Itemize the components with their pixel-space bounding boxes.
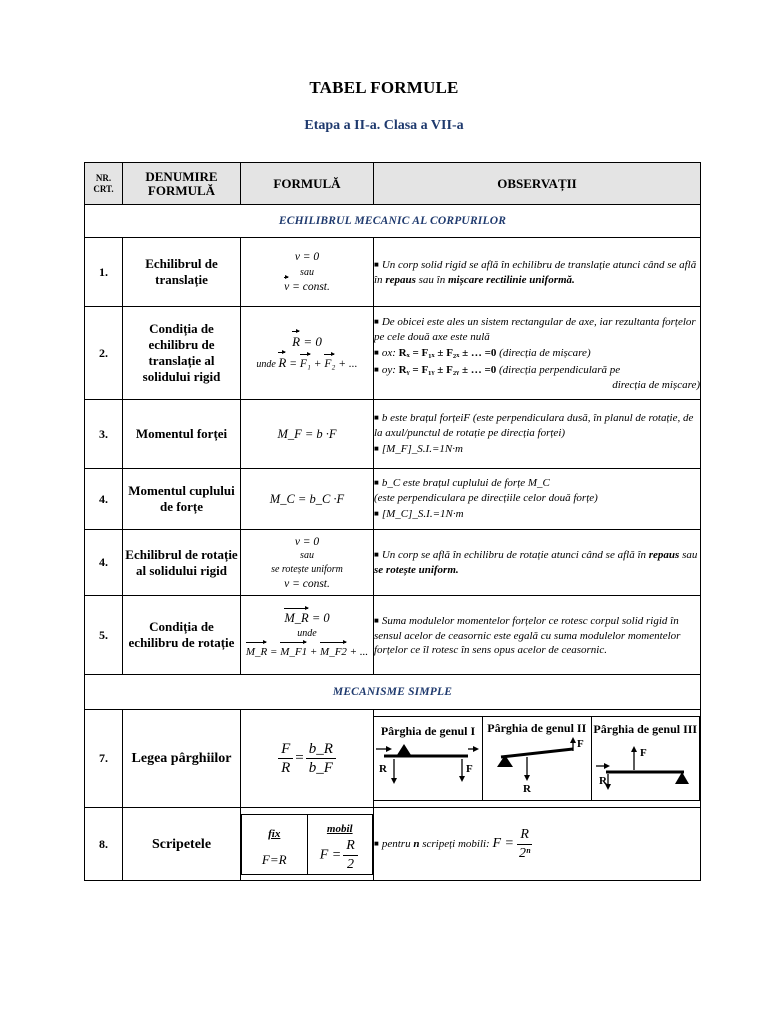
arrow-head-icon <box>459 776 465 782</box>
formula-text: + ... <box>346 645 369 658</box>
formula-text: = <box>267 645 281 658</box>
formula-name: Condiția de echilibru de rotație <box>123 596 241 675</box>
fraction <box>306 740 336 777</box>
observation-line <box>374 258 700 287</box>
obs-text: Suma modulelor momentelor forțelor ce rotesc corpul solid rigid în sensul acelor de ceasornic este egală cu suma modulelor momentelor forțelor ce îl rotesc în sens opus acelor de ceasornic. <box>374 614 681 656</box>
header-observations: OBSERVAȚII <box>374 163 701 205</box>
obs-text: Un corp solid rigid se află în echilibru de translație atunci când se află în <box>374 258 697 286</box>
pulley-fixed-formula: F=R <box>261 852 287 867</box>
lever-type-1 <box>374 717 483 801</box>
arrow-head-icon <box>473 746 479 752</box>
vector-symbol: M_R <box>284 610 309 625</box>
table-row <box>85 400 701 469</box>
formula-text: = 0 <box>300 334 322 349</box>
formula-cell: M_F = b ·F <box>241 400 374 469</box>
arrow-head-icon <box>631 746 637 752</box>
observation-cell <box>374 307 701 400</box>
obs-text: (direcția de mișcare) <box>496 346 591 359</box>
section-row <box>85 205 701 238</box>
pulley-formulas <box>241 814 373 875</box>
formula-cell <box>241 530 374 596</box>
pulley-mobile <box>307 814 373 874</box>
bullet-icon: ■ <box>374 550 379 559</box>
obs-text: ox: <box>381 346 399 359</box>
section-title: MECANISME SIMPLE <box>85 675 701 710</box>
table-row <box>85 710 701 808</box>
arrow-head-icon <box>570 737 576 743</box>
formula-line: se rotește uniform <box>271 563 343 575</box>
fraction-denominator: b_F <box>308 760 333 776</box>
observation-line <box>374 346 700 361</box>
equals-sign: = <box>295 749 304 766</box>
formula-table <box>84 162 701 881</box>
obs-text: sau în <box>415 273 448 286</box>
lever-type-2 <box>483 717 592 801</box>
label-r: R <box>599 775 608 787</box>
label-r: R <box>522 783 531 795</box>
vector-symbol: F₂ <box>324 358 336 370</box>
observation-cell <box>374 238 701 307</box>
table-row <box>85 808 701 881</box>
bullet-icon: ■ <box>374 478 379 487</box>
fraction-denominator: 2ⁿ <box>518 845 531 861</box>
formula-line: v = 0 <box>294 535 320 548</box>
formula-name: Scripetele <box>123 808 241 881</box>
obs-bold: Rᵧ = F₁ᵧ ± F₂ᵧ ± … =0 <box>398 363 497 376</box>
formula-text: + <box>310 358 325 370</box>
formula-line <box>241 280 373 295</box>
vector-symbol: R <box>278 355 287 370</box>
obs-text: De obicei este ales un sistem rectangular de axe, iar rezultanta forțelor pe cele două axe este nulă <box>374 315 696 343</box>
formula-name: Condiția de echilibru de translație al solidului rigid <box>123 307 241 400</box>
formula-line: sau <box>300 549 314 561</box>
observation-cell <box>374 596 701 675</box>
row-number: 4. <box>85 469 123 530</box>
observation-cell <box>374 400 701 469</box>
bullet-icon: ■ <box>374 509 379 518</box>
vector-symbol: M_F2 <box>320 645 347 658</box>
formula-text: = const. <box>289 280 330 293</box>
obs-bold: n <box>413 837 420 850</box>
formula-name: Legea pârghiilor <box>123 710 241 808</box>
section-row <box>85 675 701 710</box>
obs-text: [M_C]_S.I.=1N·m <box>381 508 464 520</box>
section-title: ECHILIBRUL MECANIC AL CORPURILOR <box>85 205 701 238</box>
lever-title: Pârghia de genul III <box>593 722 698 736</box>
formula-line: sau <box>300 266 314 278</box>
page-subtitle: Etapa a II-a. Clasa a VII-a <box>304 118 464 133</box>
observation-line <box>374 826 700 863</box>
pulley-formula-cell <box>241 808 374 881</box>
bullet-icon: ■ <box>374 413 379 422</box>
row-number: 8. <box>85 808 123 881</box>
header-nr: NR. CRT. <box>85 163 123 205</box>
fraction-numerator: R <box>517 826 532 845</box>
obs-bold: se rotește uniform. <box>374 564 459 576</box>
lever-bar <box>501 749 573 757</box>
page-title: TABEL FORMULE <box>309 78 459 97</box>
obs-text: b_C este brațul cuplului de forțe M_C <box>381 477 550 489</box>
bullet-icon: ■ <box>374 364 379 374</box>
lever-diagrams-cell <box>374 710 701 808</box>
formula-line <box>241 355 373 372</box>
fraction-numerator: F <box>278 740 293 759</box>
bullet-icon: ■ <box>374 347 379 357</box>
vector-symbol: F₁ <box>299 358 311 370</box>
obs-text: sau <box>679 549 698 561</box>
vector-symbol: R <box>292 334 301 349</box>
fulcrum-icon <box>397 744 411 755</box>
observation-line <box>374 363 700 378</box>
observation-line <box>374 614 700 657</box>
formula-cell <box>241 596 374 675</box>
formula-line <box>241 611 373 626</box>
obs-text: scripeți mobili: <box>419 837 493 850</box>
formula-cell: M_C = b_C ·F <box>241 469 374 530</box>
obs-bold: Rₓ = F₁ₓ ± F₂ₓ ± … =0 <box>398 346 497 359</box>
table-row <box>85 307 701 400</box>
fraction-numerator: b_R <box>306 740 336 759</box>
formula-line: unde <box>297 627 317 639</box>
observation-cell <box>374 530 701 596</box>
formula-cell <box>241 238 374 307</box>
obs-text: oy: <box>381 363 399 376</box>
fulcrum-icon <box>675 772 689 784</box>
lever-2-diagram <box>487 735 587 795</box>
obs-text: (direcția perpendiculară pe <box>496 363 621 376</box>
fraction-denominator: R <box>281 760 291 776</box>
row-number: 5. <box>85 596 123 675</box>
table-row <box>85 238 701 307</box>
fraction <box>516 826 533 863</box>
table-row <box>85 469 701 530</box>
header-name: DENUMIRE FORMULĂ <box>123 163 241 205</box>
obs-text: b este brațul forțeiF (este perpendiculara dusă, în planul de rotație, de la axul/punctul de rotație pe direcția forței) <box>374 412 694 439</box>
row-number: 7. <box>85 710 123 808</box>
obs-text: Un corp se află în echilibru de rotație atunci când se află în <box>381 549 649 561</box>
table-row <box>85 530 701 596</box>
vector-symbol: v <box>284 280 290 293</box>
formula-text: = <box>286 358 300 370</box>
observation-line: (este perpendiculara pe direcțiile celor două forțe) <box>374 492 598 504</box>
lever-title: Pârghia de genul I <box>380 724 476 738</box>
formula-name: Momentul cuplului de forțe <box>123 469 241 530</box>
header-formula: FORMULĂ <box>241 163 374 205</box>
formula-text: + ... <box>335 358 358 370</box>
observation-line <box>374 548 700 577</box>
table-header-row <box>85 163 701 205</box>
observation-line <box>374 507 700 522</box>
observation-line <box>374 411 700 440</box>
lever-title: Pârghia de genul II <box>487 721 587 735</box>
row-number: 1. <box>85 238 123 307</box>
table-row <box>85 596 701 675</box>
lever-1-diagram <box>376 738 480 792</box>
observation-cell <box>374 469 701 530</box>
formula-text: unde <box>256 359 279 370</box>
arrow-head-icon <box>391 778 397 784</box>
formula-line: v = 0 <box>294 250 320 263</box>
formula-text: F = <box>319 847 342 863</box>
fraction <box>278 740 293 777</box>
bullet-icon: ■ <box>374 316 379 326</box>
pulley-mobile-label: mobil <box>326 822 353 835</box>
label-f: F <box>466 763 473 775</box>
vector-symbol: M_F1 <box>280 645 308 658</box>
row-number: 3. <box>85 400 123 469</box>
lever-3-diagram <box>594 736 696 794</box>
arrow-head-icon <box>386 746 392 752</box>
obs-bold: repaus <box>385 273 416 286</box>
fraction <box>343 837 358 874</box>
row-number: 4. <box>85 530 123 596</box>
formula-line <box>241 645 373 660</box>
pulley-fixed-label: fix <box>268 828 281 840</box>
fraction-numerator: R <box>343 837 358 856</box>
arrow-head-icon <box>604 763 610 769</box>
observation-line <box>374 315 700 344</box>
observation-cell <box>374 808 701 881</box>
formula-line <box>241 334 373 349</box>
formula-text: + <box>307 645 321 658</box>
formula-name: Echilibrul de translație <box>123 238 241 307</box>
lever-type-3 <box>591 717 700 801</box>
formula-text: F = <box>492 835 514 851</box>
observation-line: direcția de mișcare) <box>612 378 700 391</box>
bullet-icon: ■ <box>374 444 379 453</box>
fraction-denominator: 2 <box>347 856 354 872</box>
obs-bold: repaus <box>648 549 680 561</box>
formula-cell <box>241 307 374 400</box>
formula-line: v = const. <box>284 577 330 590</box>
lever-diagrams <box>374 716 700 801</box>
obs-bold: mișcare rectilinie uniformă. <box>447 273 575 286</box>
bullet-icon: ■ <box>374 838 379 848</box>
label-r: R <box>379 763 387 775</box>
label-f: F <box>576 738 584 750</box>
formula-name: Momentul forței <box>123 400 241 469</box>
formula-text: = 0 <box>308 610 330 625</box>
label-f: F <box>640 747 647 759</box>
obs-text: [M_F]_S.I.=1N·m <box>381 443 463 455</box>
arrow-head-icon <box>524 775 530 781</box>
obs-text: pentru <box>381 837 414 850</box>
observation-line <box>374 476 700 491</box>
vector-symbol: M_R <box>245 645 268 658</box>
formula-cell <box>241 710 374 808</box>
formula-name: Echilibrul de rotație al solidului rigid <box>123 530 241 596</box>
row-number: 2. <box>85 307 123 400</box>
bullet-icon: ■ <box>374 259 379 269</box>
pulley-mobile-formula <box>308 837 373 874</box>
observation-line <box>374 442 700 457</box>
bullet-icon: ■ <box>374 615 379 625</box>
pulley-fixed <box>242 814 308 874</box>
